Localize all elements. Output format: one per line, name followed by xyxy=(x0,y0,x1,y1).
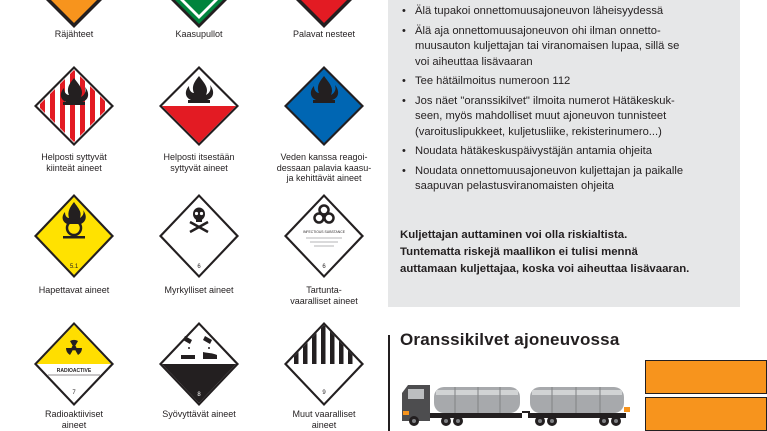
orange-plates-title: Oranssikilvet ajoneuvossa xyxy=(400,330,620,349)
instruction-item: • Älä tupakoi onnettomuusajoneuvon läheisyydessä xyxy=(400,4,730,20)
corrosive-diamond-icon xyxy=(159,322,239,406)
explosive-diamond-icon xyxy=(34,0,114,30)
bullet-icon: • xyxy=(402,164,406,177)
flammable-liquid-diamond-icon xyxy=(284,0,364,30)
sign-corrosive xyxy=(135,322,263,431)
tanker-truck-icon xyxy=(400,377,640,427)
instruction-item: • Tee hätäilmoitus numeroon 112 xyxy=(400,74,730,90)
sign-label: Räjähteet xyxy=(54,29,94,39)
bullet-icon: • xyxy=(402,94,406,107)
sign-label: Syövyttävät aineet xyxy=(162,409,236,419)
sign-radioactive xyxy=(10,322,138,431)
instruction-item: • Noudata onnettomuusajoneuvon kuljettajan ja paikalle saapuvan pelastusviranomaisten ohjeita xyxy=(402,164,684,192)
class-number: 7 xyxy=(72,390,76,396)
instruction-item: • Noudata hätäkeskuspäivystäjän antamia ohjeita xyxy=(400,144,730,160)
sign-infectious xyxy=(260,194,388,309)
class-number: 6 xyxy=(322,264,326,270)
miscellaneous-stripes-diamond-icon xyxy=(284,322,364,406)
sign-label: Helposti itsestään syttyvät aineet xyxy=(163,152,235,173)
biohazard-diamond-icon xyxy=(284,194,364,278)
oxidizer-diamond-icon xyxy=(34,194,114,278)
instructions-list xyxy=(400,4,730,199)
spontaneous-combustion-diamond-icon xyxy=(159,66,239,146)
sign-label: Helposti syttyvät kiinteät aineet xyxy=(41,152,107,173)
sign-flammable-liquids xyxy=(260,0,388,45)
sign-label: Tartunta- vaaralliset aineet xyxy=(290,285,358,306)
sign-label: Muut vaaralliset aineet xyxy=(292,409,356,430)
orange-plate-bottom xyxy=(645,397,767,431)
warning-text: Kuljettajan auttaminen voi olla riskialtista. Tuntematta riskejä maallikon ei tulisi mennä auttamaan kuljettajaa, koska voi aiheuttaa lisävaaran. xyxy=(400,229,690,275)
class-number: 9 xyxy=(322,390,326,396)
sign-label: Radioaktiiviset aineet xyxy=(44,409,104,430)
sign-water-reactive xyxy=(260,66,388,191)
bullet-icon: • xyxy=(402,24,406,37)
section-divider xyxy=(388,335,390,431)
water-reactive-diamond-icon xyxy=(284,66,364,146)
sign-label: Palavat nesteet xyxy=(292,29,356,39)
sign-oxidizers xyxy=(10,194,138,299)
sign-label: Myrkylliset aineet xyxy=(164,285,234,295)
sign-gases xyxy=(135,0,263,45)
class-number: 6 xyxy=(197,264,201,270)
skull-crossbones-diamond-icon xyxy=(159,194,239,278)
instruction-item: • Jos näet "oranssikilvet" ilmoita numerot Hätäkeskuk- seen, myös mahdolliset muut ajoneuvon tunnisteet (varoituslipukkeet, kuljetusliike, rekisterinumero...) xyxy=(402,94,675,138)
sign-label: Hapettavat aineet xyxy=(38,285,110,295)
sign-flammable-solids xyxy=(10,66,138,181)
sign-label: Kaasupullot xyxy=(175,29,223,39)
sign-label: Veden kanssa reagoi- dessaan palavia kaasu- ja kehittävät aineet xyxy=(276,152,372,183)
radioactive-diamond-icon xyxy=(34,322,114,406)
sign-spontaneously-combustible xyxy=(135,66,263,181)
class-number: 5.1 xyxy=(69,264,79,270)
bullet-icon: • xyxy=(402,145,406,157)
bullet-icon: • xyxy=(402,75,406,87)
instruction-item: • Älä aja onnettomuusajoneuvon ohi ilman onnetto- muusauton kuljettajan tai viranomaisen lupaa, sillä se voi aiheuttaa lisävaaran xyxy=(402,24,680,68)
instructions-panel xyxy=(388,0,740,307)
class-number: 8 xyxy=(197,392,201,398)
radioactive-inscription: RADIOACTIVE xyxy=(56,368,92,374)
flammable-solid-diamond-icon xyxy=(34,66,114,146)
sign-miscellaneous xyxy=(260,322,388,431)
orange-plate-top xyxy=(645,360,767,394)
bullet-icon: • xyxy=(402,5,406,17)
gas-cylinder-diamond-icon xyxy=(159,0,239,30)
sign-toxic xyxy=(135,194,263,299)
infectious-inscription: INFECTIOUS SUBSTANCE xyxy=(303,230,345,234)
sign-explosives xyxy=(10,0,138,45)
